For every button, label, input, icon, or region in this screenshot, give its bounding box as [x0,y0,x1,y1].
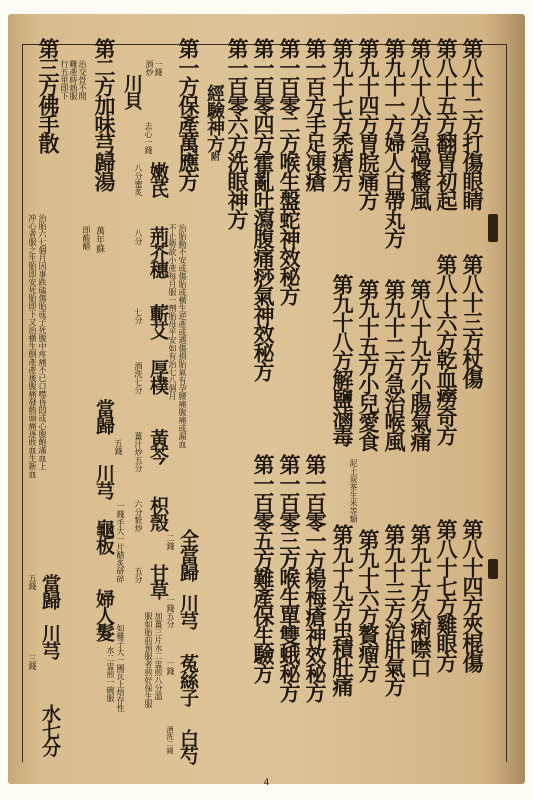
page-number: 4 [263,778,270,788]
dose-note: 六分麩炒 [134,500,143,532]
dose-note: 去心一錢 [144,122,153,154]
ingredient: 嫩芪 [147,162,169,196]
toc-entry: 第八十八方急慢驚風 [408,38,433,209]
dose-note: 薑汁炒五分 [134,432,143,472]
ingredient: 黃芩 [147,429,169,463]
toc-entry: 第八十三方杖傷 [460,254,485,387]
column-rule [506,44,507,762]
book-page [8,14,525,784]
dose-note: 酒洗二錢 [166,726,174,754]
ingredient: 白芍 [177,729,199,763]
dose-note: 酒炒 [145,60,154,76]
toc-entry: 第一百零六方洗眼神方 [225,38,250,228]
recipe-method: 加薑三片水二盅煎八分溫 [154,612,163,700]
ingredient: 厚樸 [147,359,169,393]
dose-note: 五分 [134,567,143,583]
toc-entry: 第九十五方小兒愛食 [356,279,381,450]
ingredient: 當歸 [93,399,115,433]
spine-ornament [488,559,498,579]
recipe-title: 第三方佛手散 [36,38,61,152]
ingredient: 水七分 [39,704,61,755]
dose-note: 二錢 [166,534,175,550]
dose-note: 五錢 [28,574,37,590]
ingredient: 菟絲子 [177,654,199,705]
dose-note: 一錢五分 [166,596,175,628]
toc-entry: 第八十五方翻胃初起 [434,38,459,209]
dose-note: 一錢 [154,60,163,76]
toc-entry: 第一百零五方難產保生驗方 [251,454,276,682]
toc-entry: 第八十七方雞眼方 [434,519,459,671]
toc-entry: 第一百零四方霍亂吐瀉腹痛痧氣神效秘方 [251,38,276,380]
recipe-note: 難產時熱服 [69,60,78,100]
ingredient: 川芎 [177,594,199,628]
dose-note: 七分 [134,308,143,324]
section-heading: 經驗神方附 [204,84,225,160]
toc-entry: 第九十二方急治喉風 [382,279,407,450]
ingredient: 枳殼 [147,496,169,530]
dose-note: 八分 [134,229,143,245]
column-rule [22,44,23,762]
toc-entry: 第九十六方贅瘤方 [356,529,381,681]
recipe-note: 治胎六七個月因事跌磕傷胎或子死腹中疼痛不已口噤昏悶或心腹飽滿血上 [38,214,47,470]
recipe-note: 不止勢欲小產每月服一劑胎母平安如有治七八個月 [168,224,177,400]
toc-entry: 第八十二方打傷眼睛 [460,38,485,209]
toc-entry: 第一百方手足凍瘡 [303,38,328,190]
recipe-title: 第一方保產萬應方 [176,38,201,190]
recipe-note: 冲心者服之生胎即安死胎即下又治橫生倒產產後腹痛發熱頭痛逐敗血生新血 [28,214,37,478]
ingredient: 川芎 [93,464,115,498]
dose-note: 即酸醋 [82,226,91,250]
toc-entry: 第九十四方胃脘痛方 [356,38,381,209]
toc-entry: 第九十三方治肝氣方 [382,524,407,695]
ingredient: 川芎 [39,624,61,658]
dose-note: 八分蜜炙 [134,164,143,196]
toc-entry: 第九十七方禿瘡方 [330,38,355,190]
toc-entry: 第九十方久痢噤口 [408,524,433,676]
toc-entry: 第九十九方虫積肚痛 [330,524,355,695]
ingredient: 婦人髮 [93,589,115,640]
toc-entry: 第九十八方解鹽滷毒 [330,274,355,445]
recipe-note: 治交骨不開 [78,60,87,100]
recipe-note: 行五里即下 [60,60,69,100]
dose-note: 如雞子大一團瓦上焙存性 [116,624,125,712]
ingredient: 荊芥穗 [147,226,169,277]
toc-entry: 第八十九方小腸氣痛 [408,279,433,450]
ingredient: 全當歸 [177,529,199,580]
ingredient: 當歸 [39,574,61,608]
ingredient: 甘草 [147,564,169,598]
toc-entry: 第一百零二方喉生盤蛇神效秘方 [277,38,302,304]
recipe-method: 服如胎前預服者煎好保生服 [144,612,153,708]
ingredient: 川貝 [121,74,143,108]
toc-entry-note: 泥土炭茶生米等類 [349,459,358,523]
dose-note: 五錢 [114,439,123,455]
recipe-note: 治胎動不安或傷胎或橫生逆產或遇傷損胎氣有孕腰痛腹痛或漏血 [178,224,187,448]
toc-entry: 第八十六方乾血癆奇方 [434,254,459,444]
ingredient: 蘄艾 [147,304,169,338]
dose-note: 酒洗七分 [134,362,143,394]
spine-ornament [488,214,498,242]
dose-note: 一錢 [166,659,175,675]
toc-entry: 第八十四方夾棍傷 [460,519,485,671]
dose-note: 三錢 [28,654,37,670]
recipe-title: 第二方加味芎歸湯 [92,38,117,190]
ingredient: 龜板 [93,519,115,553]
toc-entry: 第一百零一方楊梅瘡神效秘方 [303,454,328,701]
toc-entry: 第九十一方婦人白帶丸方 [382,38,407,247]
dose-note: 手大一片醋炙研碎 [116,519,125,583]
ingredient: 萬年蘇 [94,226,104,253]
recipe-method: 水二盅煎一碗服 [106,646,115,702]
toc-entry: 第一百零三方喉生單雙蛾秘方 [277,454,302,701]
dose-note: 一錢 [116,502,125,518]
